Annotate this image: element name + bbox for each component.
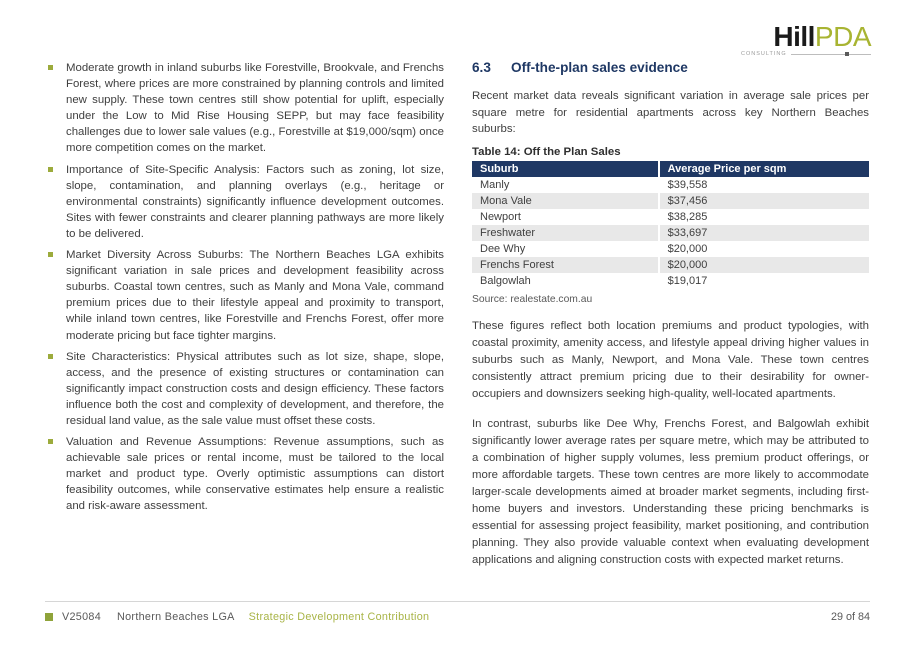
bullet-text: Market Diversity Across Suburbs: The Northern Beaches LGA exhibits significant variation in sale prices and development feasibility across suburbs. Coastal town centres, such as Manly and Mona Vale, command premium prices due to their lifestyle appeal and proximity to transport, while inland town centres, like Forestville and Frenchs Forest, offer more moderate pricing but face tighter margins. xyxy=(66,249,444,342)
bullet-text: Importance of Site-Specific Analysis: Factors such as zoning, lot size, slope, contamination, and planning overlays (e.g., heritage or environmental constraints) significantly influence development outcomes. Sites with fewer constraints and clearer planning pathways are more likely to be delivered. xyxy=(66,163,444,240)
list-item xyxy=(44,349,444,429)
table-row xyxy=(472,177,869,193)
cell-suburb: Freshwater xyxy=(472,225,659,241)
company-logo xyxy=(741,21,871,57)
cell-price: $20,000 xyxy=(659,241,869,257)
table-row xyxy=(472,257,869,273)
footer-page-number: 29 of 84 xyxy=(830,611,870,623)
table-row xyxy=(472,209,869,225)
table-caption: Table 14: Off the Plan Sales xyxy=(472,145,621,158)
analysis-paragraph-1: These figures reflect both location premiums and product typologies, with coastal proximity, amenity access, and lifestyle appeal driving higher values in suburbs such as Manly, Newport, and Mona Vale. These town centres consistently attract premium pricing due to their desirability for owner-occupiers and downsizers seeking high-quality, well-located apartments. xyxy=(472,319,869,400)
bullet-square-icon xyxy=(48,167,53,172)
section-title: Off-the-plan sales evidence xyxy=(511,60,688,75)
table-row xyxy=(472,225,869,241)
bullet-square-icon xyxy=(48,252,53,257)
column-header-avg-price: Average Price per sqm xyxy=(659,161,869,177)
cell-suburb: Balgowlah xyxy=(480,274,531,287)
logo-consulting-text: CONSULTING xyxy=(741,51,787,57)
cell-price: $20,000 xyxy=(659,257,869,273)
off-the-plan-sales-table xyxy=(472,161,869,289)
footer-divider xyxy=(45,601,870,602)
bullet-square-icon xyxy=(48,354,53,359)
cell-price: $19,017 xyxy=(659,273,869,289)
logo-hill-text: Hill xyxy=(773,21,815,52)
column-header-suburb: Suburb xyxy=(472,161,659,177)
cell-price: $37,456 xyxy=(659,193,869,209)
left-column xyxy=(44,60,444,520)
footer-doc-title: Northern Beaches LGA xyxy=(117,611,235,623)
table-row xyxy=(472,241,869,257)
list-item xyxy=(44,247,444,344)
cell-price: $38,285 xyxy=(659,209,869,225)
analysis-paragraph-2: In contrast, suburbs like Dee Why, Frenchs Forest, and Balgowlah exhibit significantly lower average rates per square metre, which may be attributed to a combination of higher supply volumes, less premium product offerings, or more affordable targets. These town centres are more likely to accommodate larger-scale developments aimed at broader market segments, including first-home buyers and investors. Understanding these pricing benchmarks is essential for assessing project feasibility, market positioning, and contribution planning. They also provide valuable context when evaluating development applications and aligning construction costs with expected market returns. xyxy=(472,417,869,566)
footer-doc-code: V25084 xyxy=(62,611,102,623)
cell-suburb: Dee Why xyxy=(480,242,526,255)
bullet-text: Site Characteristics: Physical attributes such as lot size, shape, slope, access, and the presence of existing structures or contamination can significantly impact construction costs and design efficiency. These factors influence both the cost and complexity of development, and therefore, the residual land value, as the sale value must offset these costs. xyxy=(66,350,444,427)
logo-rule-dot-icon xyxy=(845,52,849,56)
table-source: Source: realestate.com.au xyxy=(472,293,593,305)
bullet-text: Valuation and Revenue Assumptions: Revenue assumptions, such as achievable sale prices or rental income, must be tailored to the local market and product type. Overly optimistic assumptions can distort feasibility outcomes, while conservative estimates help ensure a realistic and risk-aware assessment. xyxy=(66,436,444,513)
cell-suburb: Manly xyxy=(480,178,510,191)
cell-price: $33,697 xyxy=(659,225,869,241)
bullet-text: Moderate growth in inland suburbs like Forestville, Brookvale, and Frenchs Forest, where prices are more constrained by planning controls and limited new supply. These town centres still show potential for uplift, especially under the Low to Mid Rise Housing SEPP, but may face feasibility challenges due to lower sale values (e.g., Forestville at $19,000/sqm) once more competition comes on the market. xyxy=(66,62,444,155)
footer-marker-icon xyxy=(45,613,53,621)
table-row xyxy=(472,273,869,289)
table-header-row xyxy=(472,161,869,177)
cell-suburb: Mona Vale xyxy=(472,193,659,209)
cell-suburb: Newport xyxy=(480,210,521,223)
list-item xyxy=(44,434,444,514)
logo-pda-text: PDA xyxy=(814,21,871,52)
section-heading xyxy=(472,60,869,75)
list-item xyxy=(44,162,444,242)
right-column xyxy=(472,60,869,569)
logo-rule xyxy=(791,54,871,55)
intro-paragraph: Recent market data reveals significant variation in average sale prices per square metre for residential apartments across key Northern Beaches suburbs: xyxy=(472,90,869,135)
footer-doc-subtitle: Strategic Development Contribution xyxy=(248,611,430,623)
table-row xyxy=(472,193,869,209)
list-item xyxy=(44,60,444,157)
section-number: 6.3 xyxy=(472,60,491,75)
bullet-square-icon xyxy=(48,65,53,70)
cell-suburb: Frenchs Forest xyxy=(472,257,659,273)
footer xyxy=(45,611,870,623)
logo-wordmark xyxy=(741,21,871,52)
bullet-square-icon xyxy=(48,439,53,444)
cell-price: $39,558 xyxy=(659,177,869,193)
